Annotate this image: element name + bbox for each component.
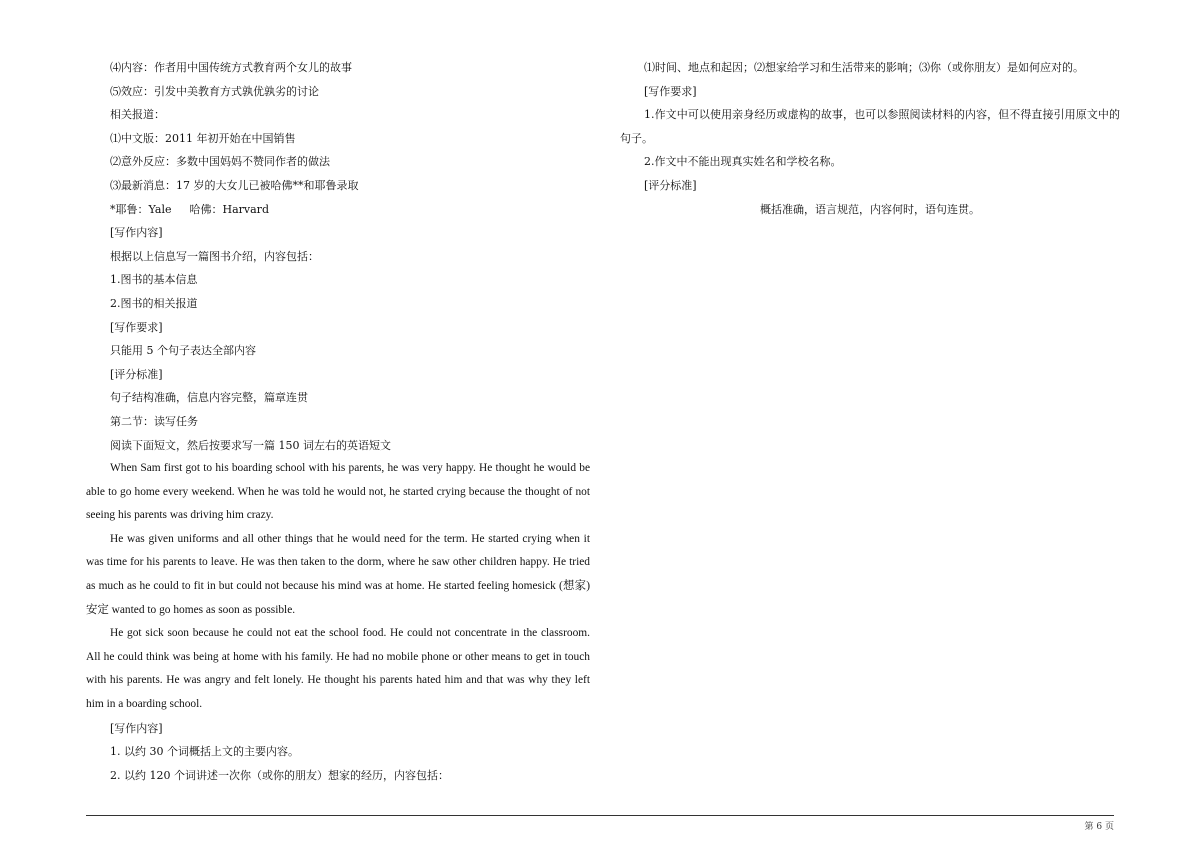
related-reports-heading: 相关报道： <box>110 108 165 122</box>
report-line: ⑶最新消息：17 岁的大女儿已被哈佛**和耶鲁录取 <box>110 178 359 192</box>
content-line: ⑷内容：作者用中国传统方式教育两个女儿的故事 <box>110 61 352 74</box>
task-line: 根据以上信息写一篇图书介绍，内容包括： <box>110 249 319 263</box>
writing-item: 1. 以约 30 个词概括上文的主要内容。 <box>110 745 299 759</box>
instruction-line: 阅读下面短文，然后按要求写一篇 150 词左右的英语短文 <box>110 438 391 452</box>
task-heading: [写作内容] <box>110 226 163 240</box>
reading-paragraph: He got sick soon because he could not eat the school food. He could not concentrate in the classroom. All he could think was being at home with his family. He had no mobile phone or other means to get in touch with his parents. He was angry and felt lonely. He thought his parents hated him and that was why they left him in a boarding school. <box>86 627 590 711</box>
footnote-yale: *耶鲁：Yale <box>110 202 172 216</box>
writing-item: 2. 以约 120 个词讲述一次你（或你的朋友）想家的经历，内容包括： <box>110 768 449 782</box>
scoring-text: 概括准确，语言规范，内容何时，语句连贯。 <box>760 202 980 216</box>
requirement-1: 1.作文中可以使用亲身经历或虚构的故事，也可以参照阅读材料的内容，但不得直接引用原文中的句子。 <box>620 108 1120 145</box>
requirement-2: 2.作文中不能出现真实姓名和学校名称。 <box>644 155 842 169</box>
scoring-line: 句子结构准确，信息内容完整，篇章连贯 <box>110 391 308 405</box>
reading-paragraph: When Sam first got to his boarding school with his parents, he was very happy. He thought he would be able to go home every weekend. When he was told he would not, he started crying because the thought of not seeing his parents was driving him crazy. <box>86 462 590 522</box>
writing-content-heading: [写作内容] <box>110 721 163 735</box>
content-items-line: ⑴时间、地点和起因；⑵想家给学习和生活带来的影响；⑶你（或你朋友）是如何应对的。 <box>644 61 1084 74</box>
requirement-heading: [写作要求] <box>110 320 163 334</box>
footnote-line <box>86 198 590 222</box>
task-line: 2.图书的相关报道 <box>110 296 198 310</box>
report-line: ⑵意外反应：多数中国妈妈不赞同作者的做法 <box>110 155 330 169</box>
report-line: ⑴中文版：2011 年初开始在中国销售 <box>110 131 296 145</box>
requirement-heading: [写作要求] <box>644 84 697 98</box>
footnote-harvard: 哈佛：Harvard <box>189 202 269 216</box>
reading-paragraph: He was given uniforms and all other things that he would need for the term. He started crying when it was time for his parents to leave. He was then taken to the dorm, where he saw other children happy. He tried as much as he could to fit in but could not because his mind was at home. He started feeling homesick (想家) 安定 wanted to go homes as soon as possible. <box>86 532 590 616</box>
scoring-heading: [评分标准] <box>644 178 697 192</box>
right-column <box>620 56 1120 221</box>
requirement-line: 只能用 5 个句子表达全部内容 <box>110 344 256 358</box>
page-number: 第 6 页 <box>1084 822 1114 832</box>
task-line: 1.图书的基本信息 <box>110 273 198 287</box>
footer-rule <box>86 815 1114 816</box>
section-title: 第二节：读写任务 <box>110 414 198 428</box>
left-column <box>86 56 590 787</box>
effect-line: ⑸效应：引发中美教育方式孰优孰劣的讨论 <box>110 84 319 98</box>
scoring-heading: [评分标准] <box>110 367 163 381</box>
